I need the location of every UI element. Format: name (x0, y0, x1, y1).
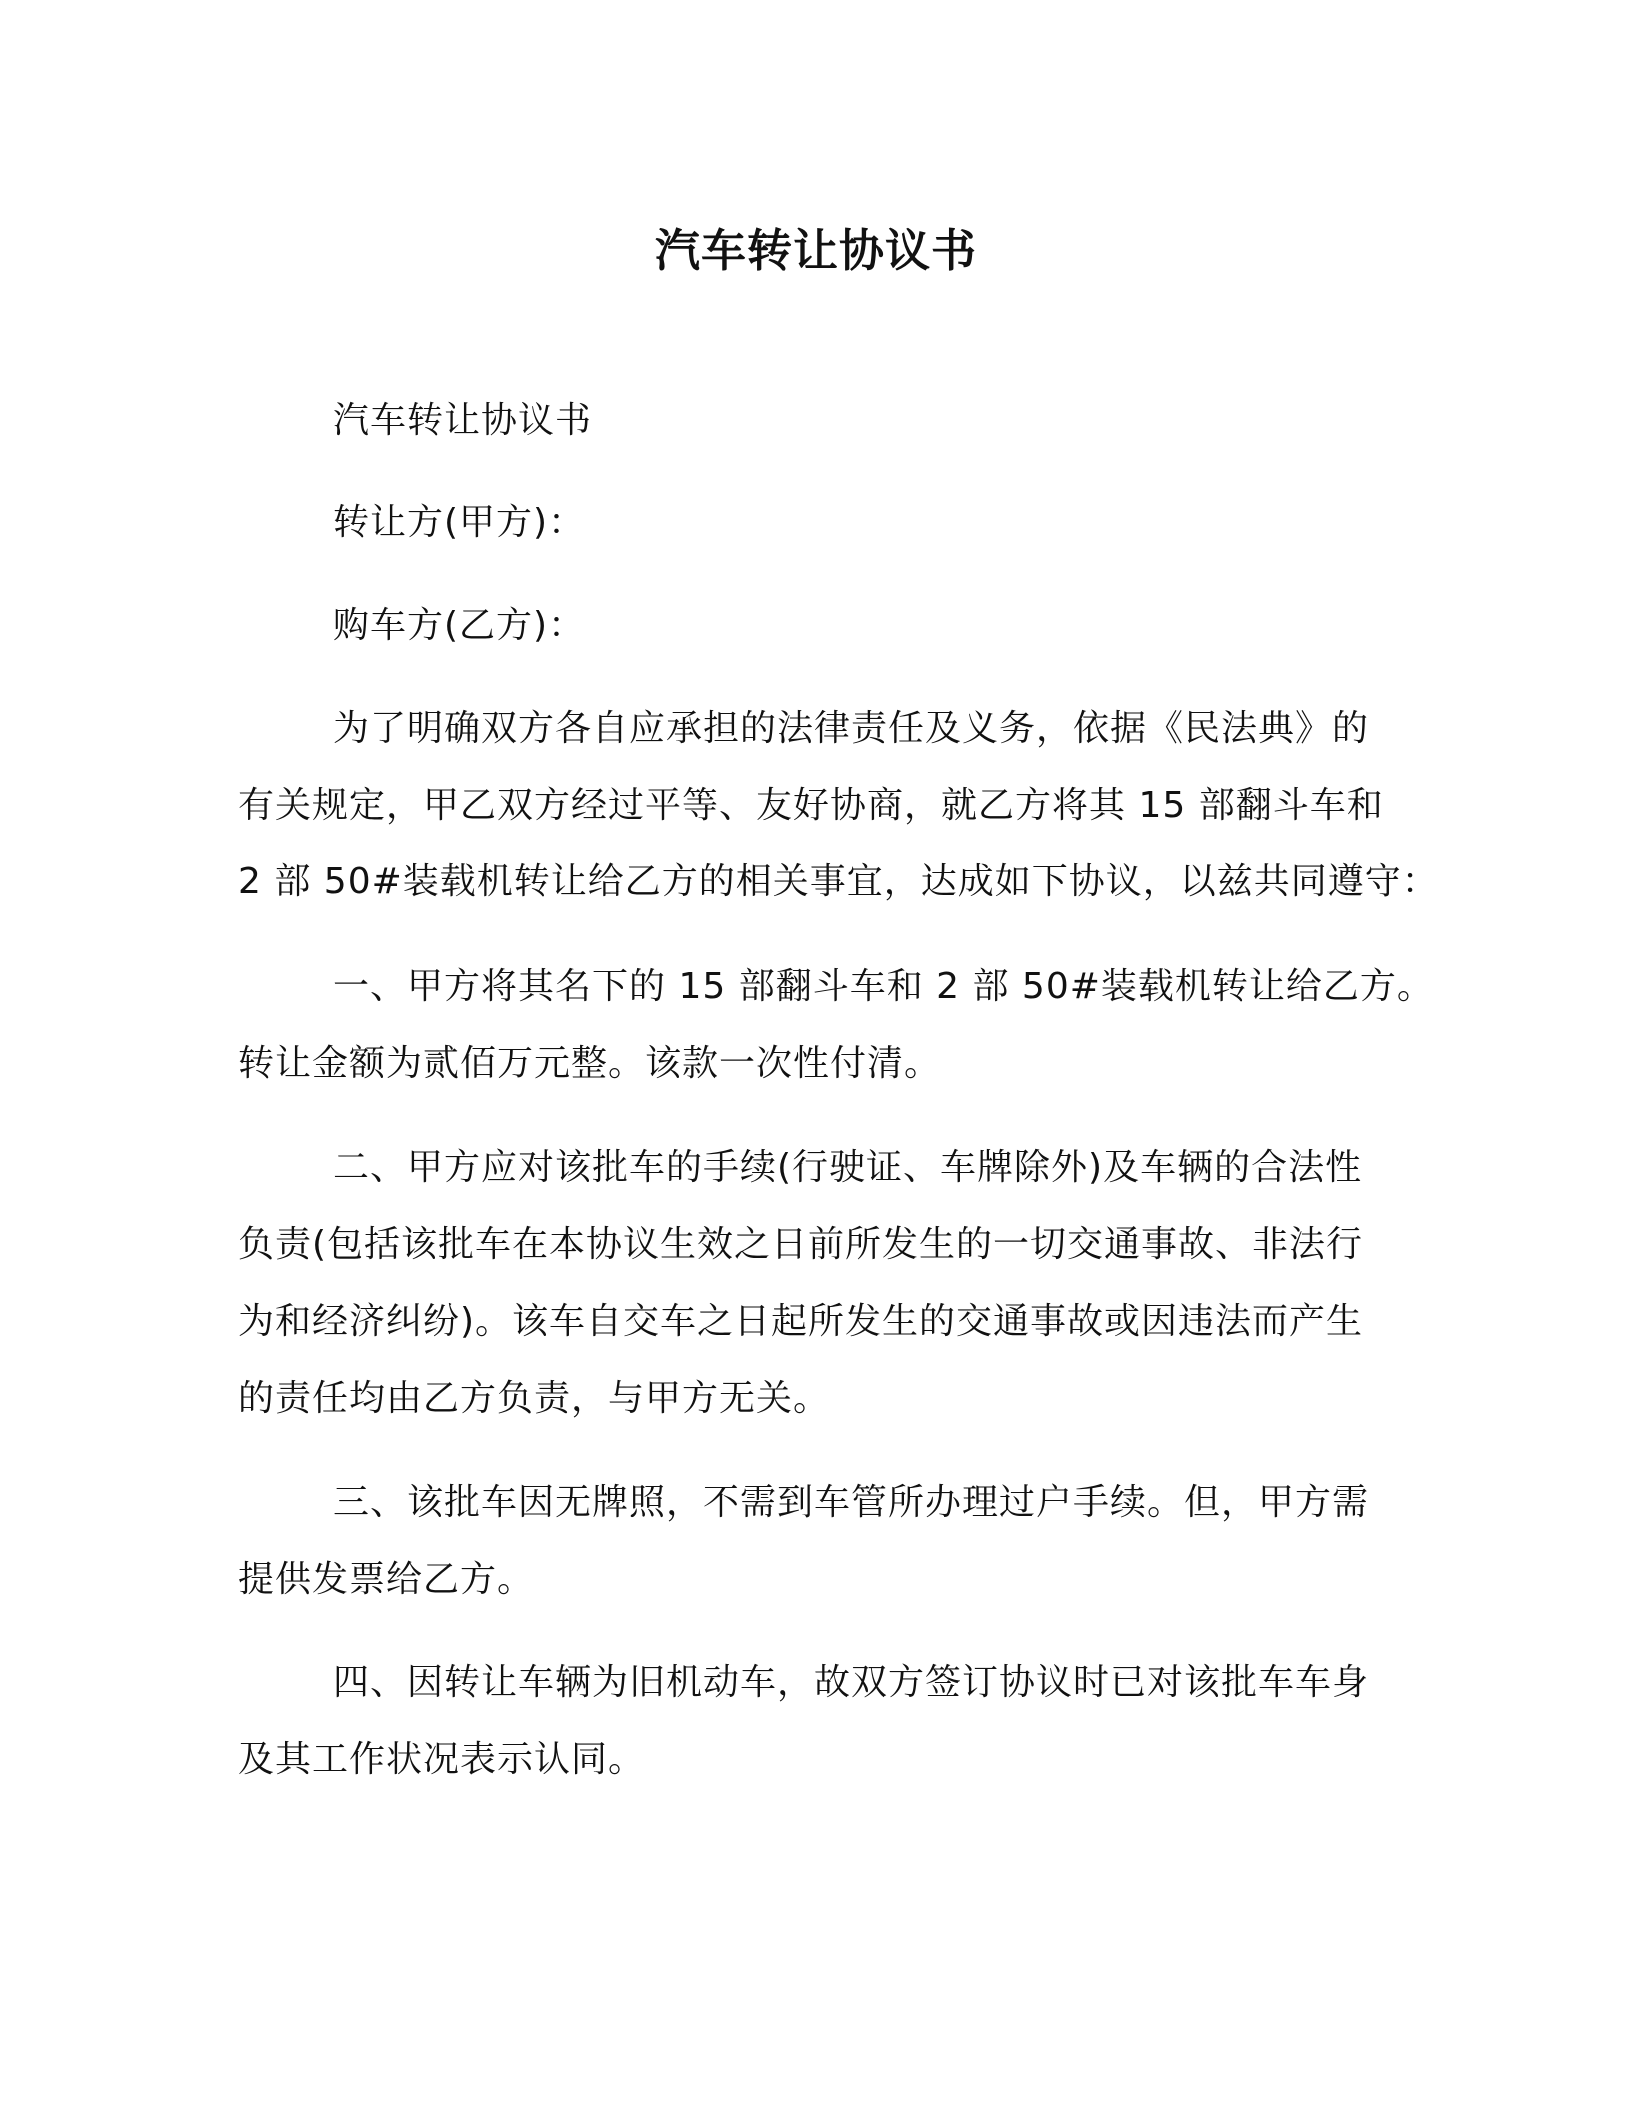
buyer-label: 购车方(乙方)： (333, 605, 586, 646)
subtitle-line: 汽车转让协议书 (333, 400, 593, 441)
document-title: 汽车转让协议书 (654, 224, 977, 277)
preamble-line: 2 部 50#装载机转让给乙方的相关事宜，达成如下协议，以兹共同遵守： (238, 861, 1439, 902)
transferor-label: 转让方(甲方)： (333, 502, 586, 543)
clause-2-line: 为和经济纠纷)。该车自交车之日起所发生的交通事故或因违法而产生 (238, 1301, 1364, 1342)
clause-1-line: 转让金额为贰佰万元整。该款一次性付清。 (238, 1043, 942, 1084)
clause-4-line: 四、因转让车辆为旧机动车，故双方签订协议时已对该批车车身 (333, 1662, 1370, 1703)
clause-1-line: 一、甲方将其名下的 15 部翻斗车和 2 部 50#装载机转让给乙方。 (333, 966, 1434, 1007)
clause-2-line: 二、甲方应对该批车的手续(行驶证、车牌除外)及车辆的合法性 (333, 1147, 1363, 1188)
preamble-line: 为了明确双方各自应承担的法律责任及义务，依据《民法典》的 (333, 708, 1370, 749)
clause-2-line: 的责任均由乙方负责，与甲方无关。 (238, 1378, 831, 1419)
clause-4-line: 及其工作状况表示认同。 (238, 1739, 646, 1780)
clause-2-line: 负责(包括该批车在本协议生效之日前所发生的一切交通事故、非法行 (238, 1224, 1364, 1265)
clause-3-line: 三、该批车因无牌照，不需到车管所办理过户手续。但，甲方需 (333, 1482, 1370, 1523)
preamble-line: 有关规定，甲乙双方经过平等、友好协商，就乙方将其 15 部翻斗车和 (238, 785, 1384, 826)
clause-3-line: 提供发票给乙方。 (238, 1559, 535, 1600)
